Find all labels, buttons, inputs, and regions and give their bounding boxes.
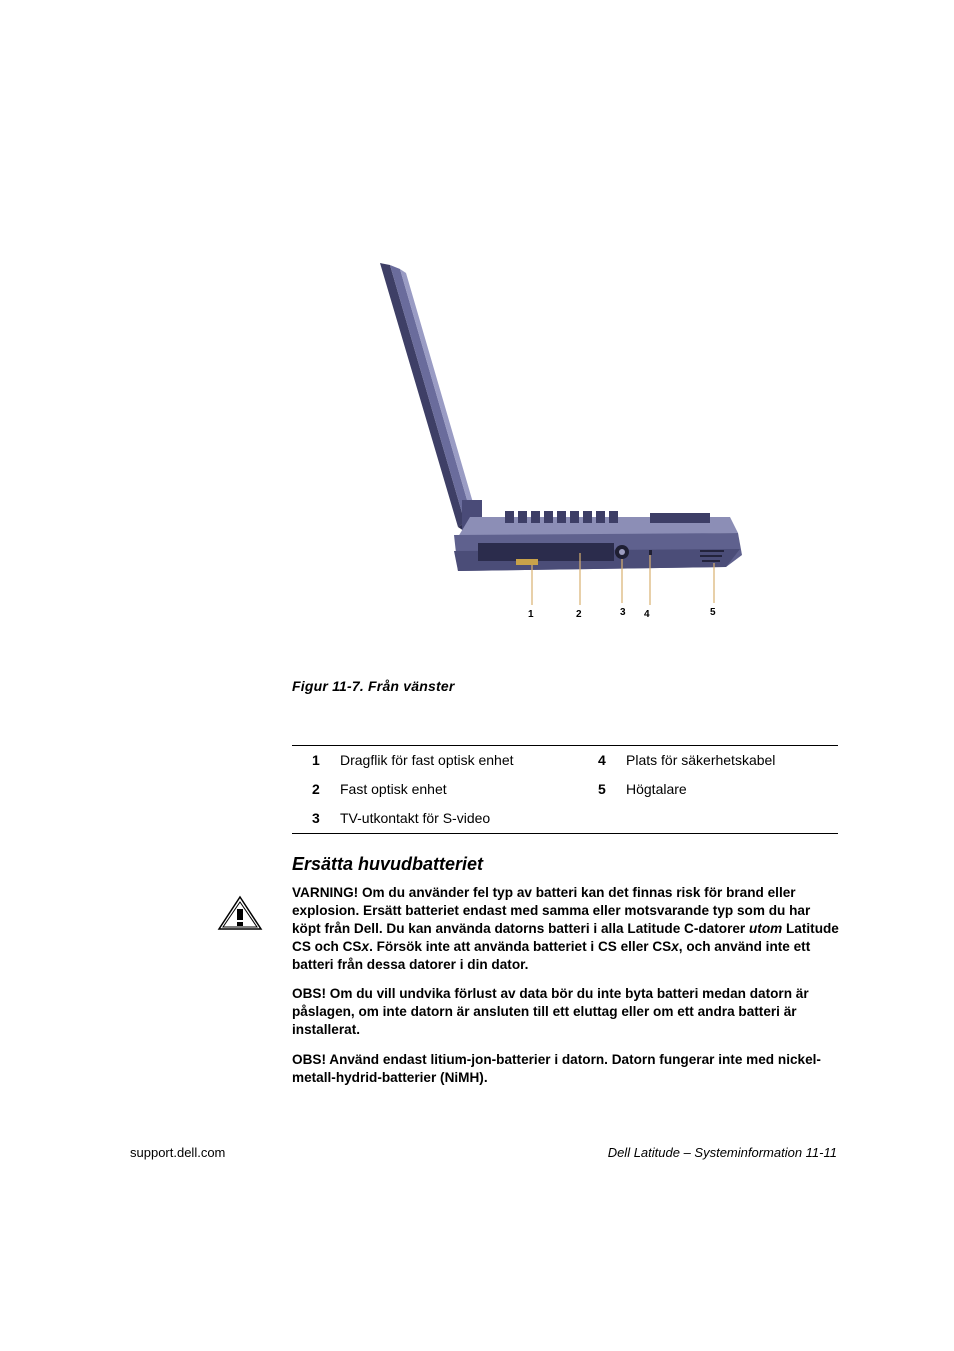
legend-number: 2 [312, 781, 320, 797]
legend-label: Högtalare [626, 781, 687, 797]
laptop-left-side-illustration [370, 255, 760, 625]
legend-number: 3 [312, 810, 320, 826]
notice-paragraph-data-loss: OBS! Om du vill undvika förlust av data bör du inte byta batteri medan datorn är påslagen, om inte datorn är ansluten till ett eluttag eller om ett andra batteri är installerat. [292, 986, 809, 1037]
legend-table [292, 745, 838, 834]
legend-number: 5 [598, 781, 606, 797]
footer-website: support.dell.com [130, 1145, 226, 1160]
callout-3: 3 [620, 607, 626, 618]
legend-number: 4 [598, 752, 606, 768]
legend-label: Dragflik för fast optisk enhet [340, 752, 514, 768]
callout-5: 5 [710, 607, 716, 618]
callout-2: 2 [576, 609, 582, 620]
callout-4: 4 [644, 609, 650, 620]
section-heading: Ersätta huvudbatteriet [292, 854, 484, 874]
warning-paragraph: VARNING! Om du använder fel typ av batteri kan det finnas risk för brand eller explosion. Ersätt batteriet endast med samma eller motsvarande typ som du har köpt från Dell. Du kan använda datorns batteri i alla Latitude C-datorer utom Latitude CS och CSx. Försök inte att använda batteriet i CS eller CSx, och använd inte ett batteri från dessa datorer i din dator. [292, 885, 839, 972]
legend-number: 1 [312, 752, 320, 768]
figure-caption: Figur 11-7. Från vänster [292, 678, 455, 694]
callout-1: 1 [528, 609, 534, 620]
legend-label: TV-utkontakt för S-video [340, 810, 491, 826]
notice-paragraph-battery-type: OBS! Använd endast litium-jon-batterier i datorn. Datorn fungerar inte med nickel-metall-hydrid-batterier (NiMH). [292, 1052, 821, 1085]
warning-triangle-icon [217, 895, 263, 931]
legend-label: Plats för säkerhetskabel [626, 752, 776, 768]
footer-page-info: Dell Latitude – Systeminformation 11-11 [607, 1145, 837, 1160]
legend-label: Fast optisk enhet [340, 781, 447, 797]
